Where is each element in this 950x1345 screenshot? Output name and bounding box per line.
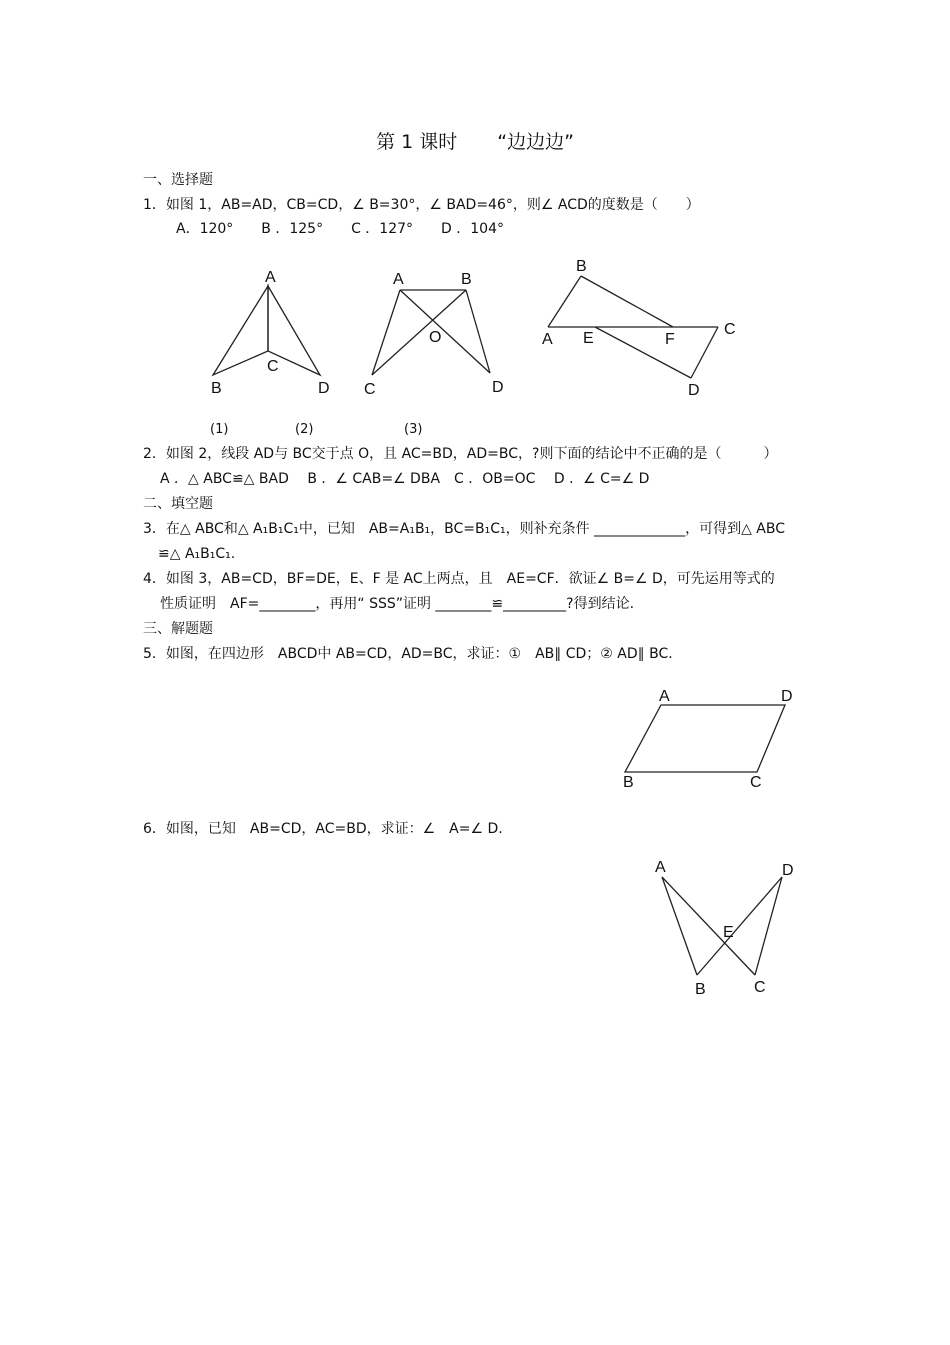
fig2-segment-ad <box>400 290 490 373</box>
fig3-label-a: A <box>542 331 553 348</box>
q5-parallelogram <box>625 705 785 772</box>
figure-3 <box>538 255 743 400</box>
fig3-label-e: E <box>583 330 594 347</box>
q6-segment-ab <box>662 877 697 975</box>
fig3-segment-bf <box>581 276 673 327</box>
q2-options: A ．△ ABC≌△ BAD B ．∠ CAB=∠ DBA C ．OB=OC D ．∠ C=∠ D <box>160 471 650 487</box>
caption-3: (3) <box>404 422 423 437</box>
q6-label-b: B <box>695 981 706 998</box>
q6-label-e: E <box>723 924 734 941</box>
q4-line1: 4．如图 3，AB=CD，BF=DE，E、F 是 AC上两点，且 AE=CF．欲证∠ B=∠ D，可先运用等式的 <box>143 571 775 587</box>
fig3-label-f: F <box>665 331 675 348</box>
fig1-label-b: B <box>211 380 222 397</box>
q6-label-c: C <box>754 979 766 996</box>
q6-segment-db <box>697 877 782 975</box>
q5-stem: 5．如图，在四边形 ABCD中 AB=CD，AD=BC，求证：① AB∥ CD；② AD∥ BC． <box>143 646 683 662</box>
fig3-segment-ab <box>548 276 581 327</box>
q5-label-c: C <box>750 774 762 791</box>
fig2-label-a: A <box>393 271 404 288</box>
title-sub: “边边边” <box>497 131 574 153</box>
fig2-label-o: O <box>429 329 442 346</box>
figure-q5 <box>615 683 805 793</box>
q1-stem: 1．如图 1，AB=AD，CB=CD，∠ B=30°，∠ BAD=46°，则∠ ACD的度数是（ ） <box>143 197 700 213</box>
q6-segment-ac <box>662 877 755 975</box>
fig3-segment-cd <box>691 327 718 378</box>
q3-line1: 3．在△ ABC和△ A₁B₁C₁中，已知 AB=A₁B₁，BC=B₁C₁，则补充条件 _____________，可得到△ ABC <box>143 521 786 537</box>
page-title <box>0 130 950 154</box>
fig1-label-a: A <box>265 269 276 286</box>
caption-1: (1) <box>210 422 229 437</box>
fig3-segment-ed <box>595 327 691 378</box>
fig3-label-c: C <box>724 321 736 338</box>
q2-stem: 2．如图 2，线段 AD与 BC交于点 O，且 AC=BD，AD=BC，?则下面的结论中不正确的是（ ） <box>143 446 778 462</box>
figure-q6 <box>645 855 805 1000</box>
fig1-label-d: D <box>318 380 330 397</box>
q1-options: A．120° B ．125° C ．127° D ．104° <box>176 221 504 237</box>
fig3-label-b: B <box>576 258 587 275</box>
fig2-label-d: D <box>492 379 504 396</box>
figure-1 <box>205 262 335 402</box>
q6-label-d: D <box>782 862 794 879</box>
section-choice: 一、选择题 <box>143 172 213 188</box>
q5-label-a: A <box>659 688 670 705</box>
fig1-left-triangle <box>213 286 268 375</box>
fig2-label-b: B <box>461 271 472 288</box>
q5-label-b: B <box>623 774 634 791</box>
q3-line2: ≌△ A₁B₁C₁. <box>158 546 236 562</box>
title-main: 第 1 课时 <box>376 131 458 153</box>
section-solve: 三、解题题 <box>143 621 213 637</box>
fig2-label-c: C <box>364 381 376 398</box>
section-fill: 二、填空题 <box>143 496 213 512</box>
fig3-label-d: D <box>688 382 700 399</box>
caption-2: (2) <box>295 422 314 437</box>
q6-stem: 6．如图，已知 AB=CD，AC=BD，求证：∠ A=∠ D. <box>143 821 503 837</box>
q6-label-a: A <box>655 859 666 876</box>
fig1-label-c: C <box>267 358 279 375</box>
fig2-segment-bd <box>466 290 490 373</box>
q5-label-d: D <box>781 688 793 705</box>
figure-2 <box>360 265 510 400</box>
q4-line2: 性质证明 AF=________，再用“ SSS”证明 ________≌_________?得到结论. <box>160 596 635 612</box>
